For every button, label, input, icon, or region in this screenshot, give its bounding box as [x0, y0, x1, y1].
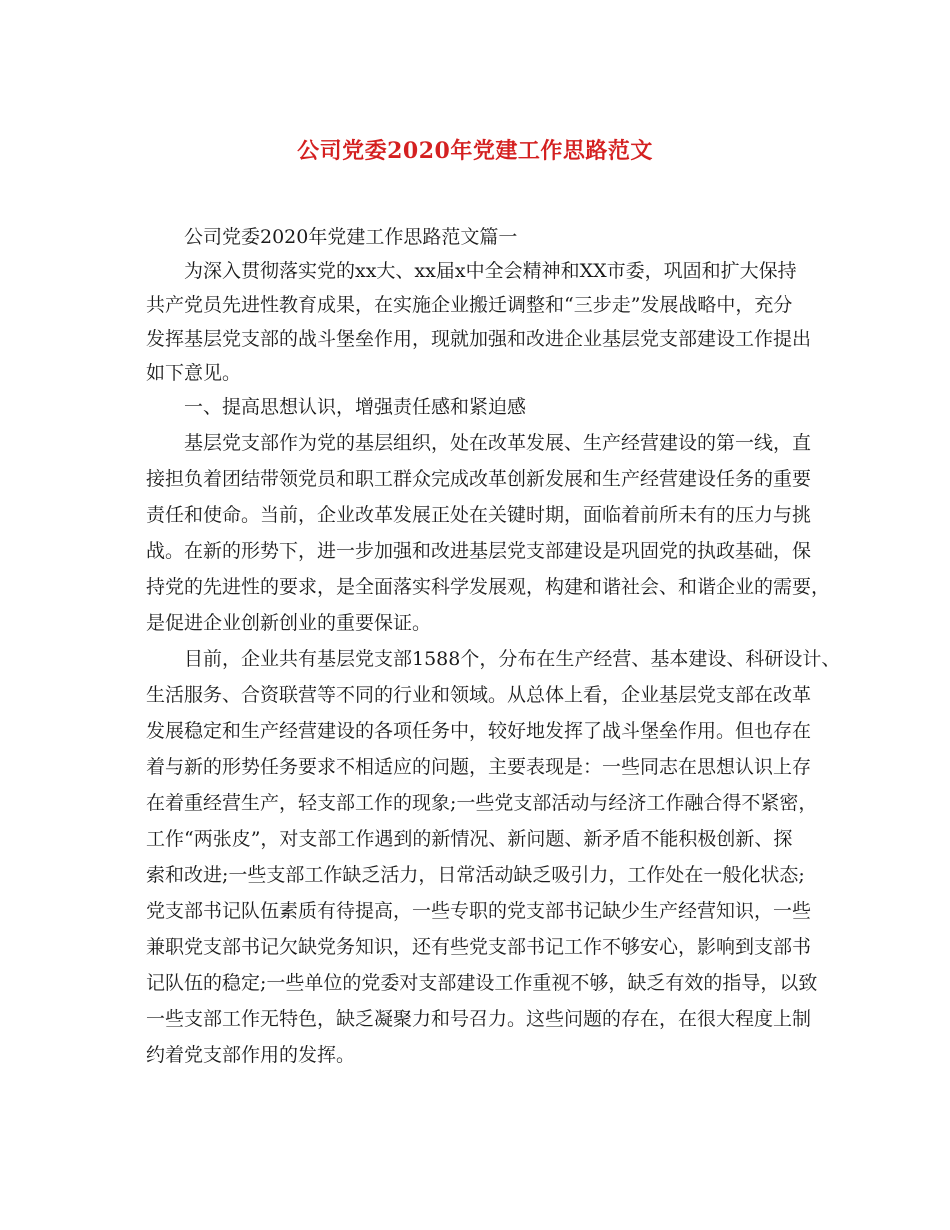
paragraph-line: 是促进企业创新创业的重要保证。: [146, 612, 432, 634]
document-title: 公司党委2020年党建工作思路范文: [297, 138, 653, 164]
paragraph-line: 责任和使命。当前，企业改革发展正处在关键时期，面临着前所未有的压力与挑: [146, 504, 812, 526]
paragraph-line: 一些支部工作无特色，缺乏凝聚力和号召力。这些问题的存在，在很大程度上制: [146, 1008, 812, 1030]
paragraph-line: 基层党支部作为党的基层组织，处在改革发展、生产经营建设的第一线，直: [184, 432, 812, 454]
paragraph-line: 持党的先进性的要求，是全面落实科学发展观，构建和谐社会、和谐企业的需要，: [146, 576, 831, 598]
paragraph-line: 生活服务、合资联营等不同的行业和领域。从总体上看，企业基层党支部在改革: [146, 684, 812, 706]
paragraph-line: 为深入贯彻落实党的xx大、xx届x中全会精神和XX市委，巩固和扩大保持: [184, 260, 797, 282]
paragraph-line: 战。在新的形势下，进一步加强和改进基层党支部建设是巩固党的执政基础，保: [146, 540, 812, 562]
paragraph-line: 共产党员先进性教育成果，在实施企业搬迁调整和“三步走”发展战略中，充分: [146, 294, 793, 316]
paragraph-line: 工作“两张皮”，对支部工作遇到的新情况、新问题、新矛盾不能积极创新、探: [146, 828, 793, 850]
paragraph-line: 着与新的形势任务要求不相适应的问题，主要表现是：一些同志在思想认识上存: [146, 756, 812, 778]
paragraph-line: 如下意见。: [146, 362, 242, 384]
paragraph-line: 兼职党支部书记欠缺党务知识，还有些党支部书记工作不够安心，影响到支部书: [146, 936, 812, 958]
paragraph-line: 发挥基层党支部的战斗堡垒作用，现就加强和改进企业基层党支部建设工作提出: [146, 328, 812, 350]
paragraph-line: 约着党支部作用的发挥。: [146, 1044, 356, 1066]
section-heading: 公司党委2020年党建工作思路范文篇一: [184, 226, 518, 248]
paragraph-line: 索和改进;一些支部工作缺乏活力，日常活动缺乏吸引力，工作处在一般化状态;: [146, 864, 805, 886]
paragraph-line: 记队伍的稳定;一些单位的党委对支部建设工作重视不够，缺乏有效的指导，以致: [146, 972, 818, 994]
paragraph-line: 党支部书记队伍素质有待提高，一些专职的党支部书记缺少生产经营知识，一些: [146, 900, 812, 922]
section-heading: 一、提高思想认识，增强责任感和紧迫感: [184, 396, 527, 418]
paragraph-line: 目前，企业共有基层党支部1588个，分布在生产经营、基本建设、科研设计、: [184, 648, 841, 670]
paragraph-line: 接担负着团结带领党员和职工群众完成改革创新发展和生产经营建设任务的重要: [146, 468, 812, 490]
paragraph-line: 在着重经营生产，轻支部工作的现象;一些党支部活动与经济工作融合得不紧密，: [146, 792, 818, 814]
paragraph-line: 发展稳定和生产经营建设的各项任务中，较好地发挥了战斗堡垒作用。但也存在: [146, 720, 812, 742]
